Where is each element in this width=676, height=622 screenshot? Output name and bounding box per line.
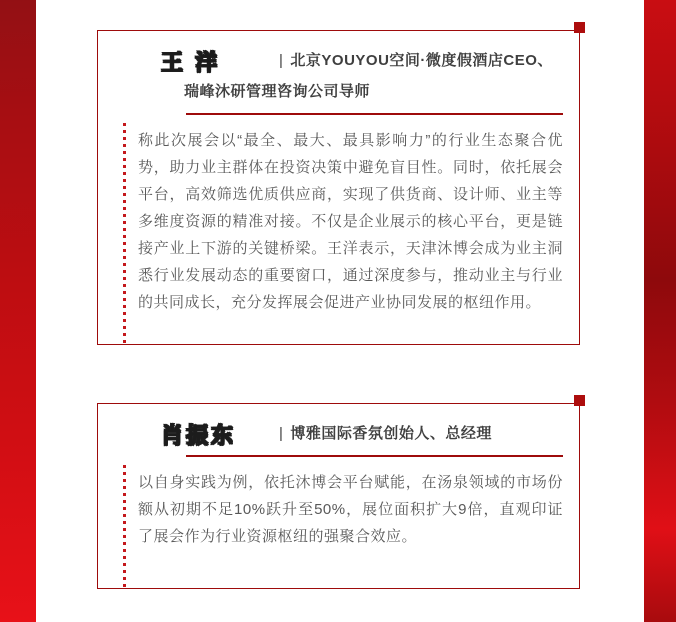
speaker-title (184, 418, 567, 449)
card-header (98, 418, 579, 449)
quote-text: 称此次展会以“最全、最大、最具影响力”的行业生态聚合优势，助力业主群体在投资决策中避免盲目性。同时，依托展会平台，高效筛选优质供应商，实现了供货商、设计师、业主等多维度资源的精准对接。不仅是企业展示的核心平台，更是链接产业上下游的关键桥梁。王洋表示，天津沐博会成为业主洞悉行业发展动态的重要窗口，通过深度参与，推动业主与行业的共同成长，充分发挥展会促进产业协同发展的枢纽作用。 (123, 121, 565, 344)
quote-text: 以自身实践为例，依托沐博会平台赋能，在汤泉领域的市场份额从初期不足10%跃升至50%，展位面积扩大9倍，直观印证了展会作为行业资源枢纽的强聚合效应。 (123, 463, 565, 588)
speaker-card-wang-yang (97, 30, 580, 345)
header-divider (186, 113, 563, 115)
speaker-title (184, 45, 567, 107)
speaker-title-text: 博雅国际香氛创始人、总经理 (290, 425, 492, 442)
title-separator-bar: | (279, 52, 284, 69)
card-header (98, 45, 579, 107)
right-red-band (644, 0, 676, 622)
left-red-band (0, 0, 36, 622)
speaker-name: 肖振东 (161, 423, 237, 448)
header-divider (186, 455, 563, 457)
speaker-name: 王 洋 (161, 50, 221, 75)
title-separator-bar: | (279, 425, 284, 442)
speaker-card-xiao-zhendong (97, 403, 580, 589)
speaker-title-text: 北京YOUYOU空间·微度假酒店CEO、瑞峰沐研管理咨询公司导师 (184, 52, 553, 100)
